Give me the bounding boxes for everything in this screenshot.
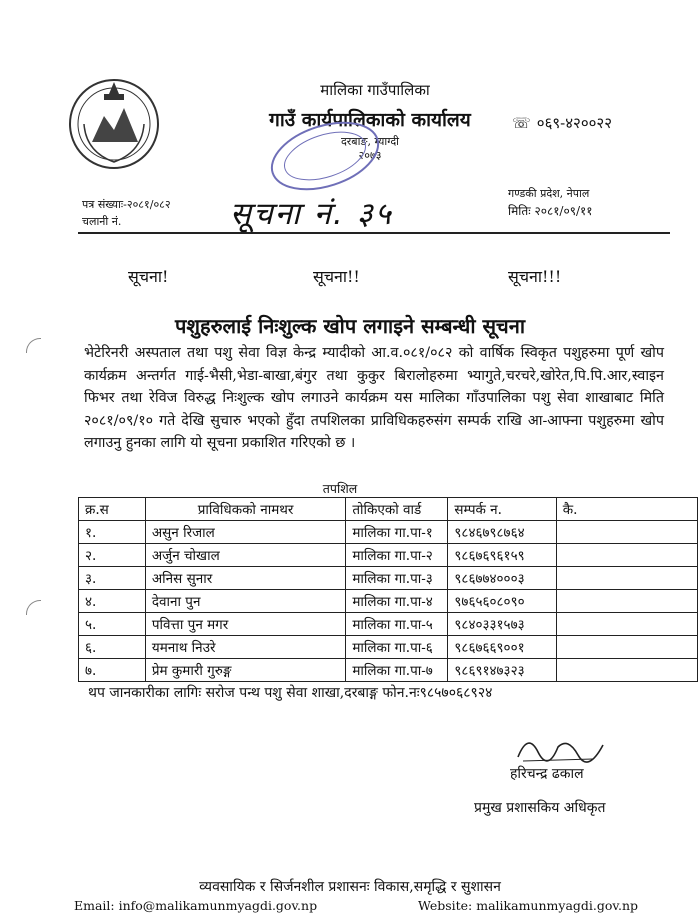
- table-row: [79, 567, 698, 590]
- office-address: दरबाङ, म्याग्दी: [340, 135, 400, 148]
- footer-slogan: व्यवसायिक र सिर्जनशील प्रशासनः विकास,समृद्धि र सुशासन: [199, 879, 501, 895]
- cell-remarks: [556, 521, 697, 544]
- cell-name: प्रेम कुमारी गुरुङ्ग: [145, 659, 345, 682]
- technicians-table: [78, 497, 698, 682]
- cell-ward: मालिका गा.पा-२: [346, 544, 448, 567]
- column-header-contact: सम्पर्क न.: [448, 498, 556, 521]
- punch-hole-mark: [26, 600, 41, 615]
- cell-name: देवाना पुन: [145, 590, 345, 613]
- table-row: [79, 659, 698, 682]
- signatory-title: प्रमुख प्रशासकिय अधिकृत: [474, 800, 606, 816]
- punch-hole-mark: [26, 338, 41, 353]
- signature-icon: [508, 727, 608, 767]
- municipality-emblem-icon: [64, 72, 164, 172]
- office-year: २०७३: [358, 149, 382, 162]
- cell-contact: ९८४६७९८७६४: [448, 521, 556, 544]
- cell-sn: ३.: [79, 567, 146, 590]
- phone-block: [512, 113, 612, 133]
- cell-sn: ४.: [79, 590, 146, 613]
- cell-contact: ९८६७७४०००३: [448, 567, 556, 590]
- cell-sn: २.: [79, 544, 146, 567]
- cell-ward: मालिका गा.पा-६: [346, 636, 448, 659]
- table-caption: तपशिल: [322, 481, 358, 496]
- letter-date: मितिः २०८१/०९/११: [508, 204, 593, 218]
- cell-remarks: [556, 659, 697, 682]
- cell-contact: ९८६७६९६१५९: [448, 544, 556, 567]
- notice-label-2: सूचना!!: [313, 267, 360, 286]
- table-row: [79, 590, 698, 613]
- cell-ward: मालिका गा.पा-३: [346, 567, 448, 590]
- header-divider: [78, 232, 670, 234]
- column-header-remarks: कै.: [556, 498, 697, 521]
- notice-body: भेटेरिनरी अस्पताल तथा पशु सेवा विज्ञ केन्द्र म्यादीको आ.व.०८१/०८२ को वार्षिक स्विकृत पशुहरुमा पूर्ण खोप कार्यक्रम अन्तर्गत गाई-भैसी,भेडा-बाखा,बंगुर तथा कुकुर बिरालोहरुमा भ्यागुते,चरचरे,खोरेत,पि.पि.आर,स्वाइन फिभर तथा रेविज विरुद्ध निःशुल्क खोप लगाउने कार्यक्रम यस मालिका गाँउपालिका पशु सेवा शाखाबाट मिति २०८१/०९/१० गते देखि सुचारु भएको हुँदा तपशिलका प्राविधिकहरुसंग सम्पर्क राखि आ-आफ्ना पशुहरुमा खोप लगाउनु हुनका लागि यो सूचना प्रकाशित गरिएको छ ।: [84, 345, 664, 451]
- notice-heading: पशुहरुलाई निःशुल्क खोप लगाइने सम्बन्धी सूचना: [175, 314, 525, 338]
- table-header-row: [79, 498, 698, 521]
- cell-name: यमनाथ निउरे: [145, 636, 345, 659]
- municipality-name: मालिका गाउँपालिका: [320, 81, 430, 99]
- signatory-name: हरिचन्द्र ढकाल: [510, 766, 584, 782]
- cell-remarks: [556, 636, 697, 659]
- cell-remarks: [556, 567, 697, 590]
- further-info: थप जानकारीका लागिः सरोज पन्थ पशु सेवा शाखा,दरबाङ्ग फोन.नः९८५७०६८९२४: [88, 685, 493, 701]
- cell-name: असुन रिजाल: [145, 521, 345, 544]
- column-header-sn: क्र.स: [79, 498, 146, 521]
- cell-ward: मालिका गा.पा-४: [346, 590, 448, 613]
- cell-sn: ७.: [79, 659, 146, 682]
- cell-remarks: [556, 613, 697, 636]
- table-row: [79, 613, 698, 636]
- cell-name: अर्जुन चोखाल: [145, 544, 345, 567]
- cell-sn: १.: [79, 521, 146, 544]
- official-stamp-icon: [250, 118, 385, 193]
- cell-remarks: [556, 544, 697, 567]
- footer-website: Website: malikamunmyagdi.gov.np: [418, 898, 639, 913]
- telephone-icon: ☏: [512, 114, 531, 132]
- cell-contact: ९७६५६०८०९०: [448, 590, 556, 613]
- chalani-number: चलानी नं.: [82, 215, 122, 228]
- cell-name: पवित्ता पुन मगर: [145, 613, 345, 636]
- province: गण्डकी प्रदेश, नेपाल: [508, 187, 590, 200]
- cell-name: अनिस सुनार: [145, 567, 345, 590]
- column-header-name: प्राविधिकको नामथर: [145, 498, 345, 521]
- handwritten-notice-number: सूचना नं. ३५: [230, 196, 393, 232]
- notice-label-3: सूचना!!!: [508, 267, 562, 286]
- letter-number: पत्र संख्याः-२०८१/०८२: [82, 198, 171, 211]
- cell-ward: मालिका गा.पा-५: [346, 613, 448, 636]
- cell-ward: मालिका गा.पा-१: [346, 521, 448, 544]
- table-row: [79, 544, 698, 567]
- phone-number: ०६९-४२००२२: [536, 114, 613, 132]
- table-row: [79, 636, 698, 659]
- column-header-ward: तोकिएको वार्ड: [346, 498, 448, 521]
- cell-remarks: [556, 590, 697, 613]
- cell-contact: ९८६७६६९००१: [448, 636, 556, 659]
- cell-sn: ६.: [79, 636, 146, 659]
- cell-contact: ९८४०३३१५७३: [448, 613, 556, 636]
- office-name: गाउँ कार्यपालिकाको कार्यालय: [269, 109, 471, 131]
- cell-contact: ९८६९१४७३२३: [448, 659, 556, 682]
- footer-email: Email: info@malikamunmyagdi.gov.np: [74, 898, 318, 913]
- cell-sn: ५.: [79, 613, 146, 636]
- cell-ward: मालिका गा.पा-७: [346, 659, 448, 682]
- notice-label-1: सूचना!: [128, 267, 169, 286]
- table-row: [79, 521, 698, 544]
